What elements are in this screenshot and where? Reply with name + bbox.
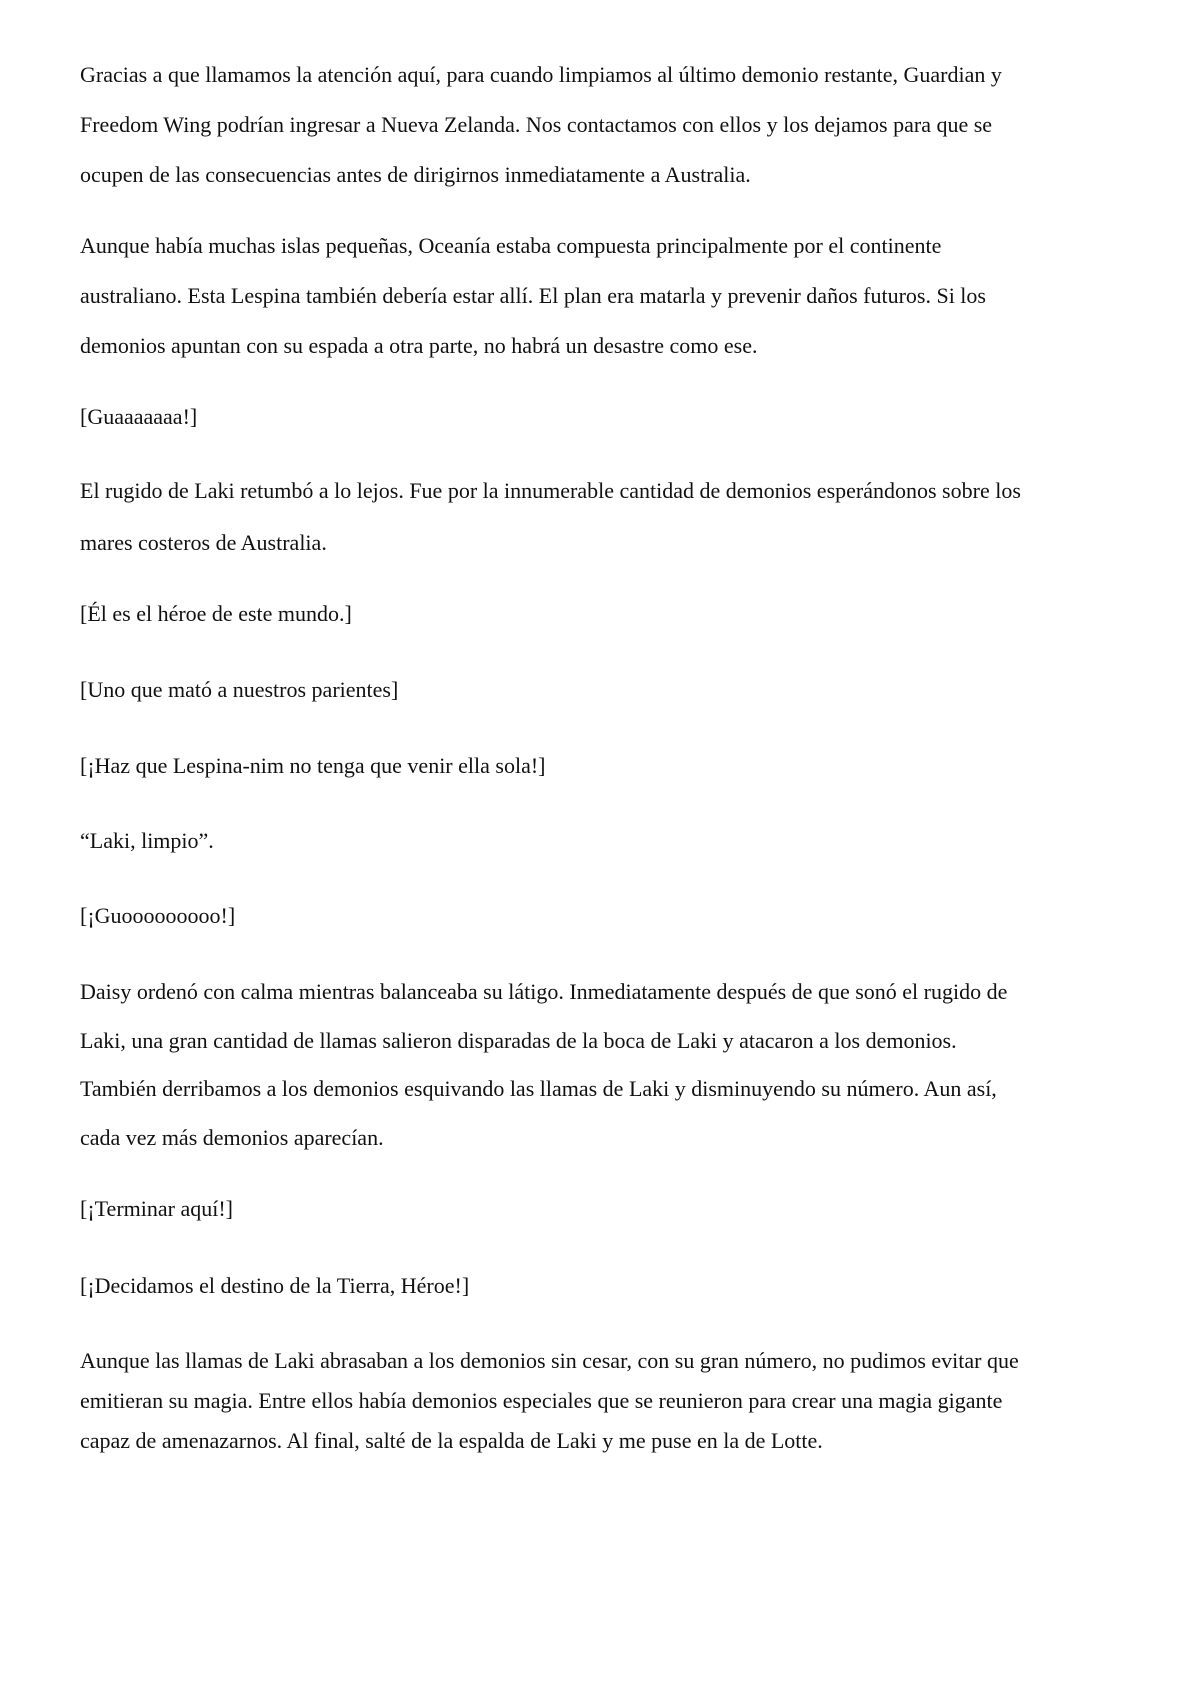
text-line: mares costeros de Australia. bbox=[80, 530, 327, 555]
text-line: cada vez más demonios aparecían. bbox=[80, 1125, 384, 1150]
text-line: [Uno que mató a nuestros parientes] bbox=[80, 677, 399, 702]
text-line: ocupen de las consecuencias antes de dirigirnos inmediatamente a Australia. bbox=[80, 162, 751, 187]
text-line: Freedom Wing podrían ingresar a Nueva Zelanda. Nos contactamos con ellos y los dejamos para que se bbox=[80, 112, 993, 137]
text-line: Daisy ordenó con calma mientras balanceaba su látigo. Inmediatamente después de que sonó el rugido de bbox=[80, 979, 1008, 1004]
text-line: [¡Haz que Lespina-nim no tenga que venir ella sola!] bbox=[80, 753, 546, 778]
text-line: Aunque las llamas de Laki abrasaban a los demonios sin cesar, con su gran número, no pudimos evitar que bbox=[80, 1348, 1019, 1373]
text-line: emitieran su magia. Entre ellos había demonios especiales que se reunieron para crear una magia gigante bbox=[80, 1388, 1003, 1413]
text-line: capaz de amenazarnos. Al final, salté de la espalda de Laki y me puse en la de Lotte. bbox=[80, 1428, 823, 1453]
text-line: “Laki, limpio”. bbox=[80, 828, 214, 853]
text-line: demonios apuntan con su espada a otra parte, no habrá un desastre como ese. bbox=[80, 333, 758, 358]
text-line: El rugido de Laki retumbó a lo lejos. Fue por la innumerable cantidad de demonios esperándonos sobre los bbox=[80, 478, 1021, 503]
text-line: [Él es el héroe de este mundo.] bbox=[80, 601, 352, 626]
text-line: Aunque había muchas islas pequeñas, Oceanía estaba compuesta principalmente por el continente bbox=[80, 233, 942, 258]
text-line: australiano. Esta Lespina también debería estar allí. El plan era matarla y prevenir daños futuros. Si los bbox=[80, 283, 986, 308]
text-line: [Guaaaaaaa!] bbox=[80, 404, 198, 429]
text-line: [¡Terminar aquí!] bbox=[80, 1196, 233, 1221]
text-line: Laki, una gran cantidad de llamas salieron disparadas de la boca de Laki y atacaron a los demonios. bbox=[80, 1028, 957, 1053]
text-line: También derribamos a los demonios esquivando las llamas de Laki y disminuyendo su número. Aun así, bbox=[80, 1076, 997, 1101]
text-line: [¡Decidamos el destino de la Tierra, Héroe!] bbox=[80, 1273, 470, 1298]
text-line: Gracias a que llamamos la atención aquí, para cuando limpiamos al último demonio restante, Guardian y bbox=[80, 62, 1002, 87]
text-line: [¡Guooooooooo!] bbox=[80, 903, 236, 928]
